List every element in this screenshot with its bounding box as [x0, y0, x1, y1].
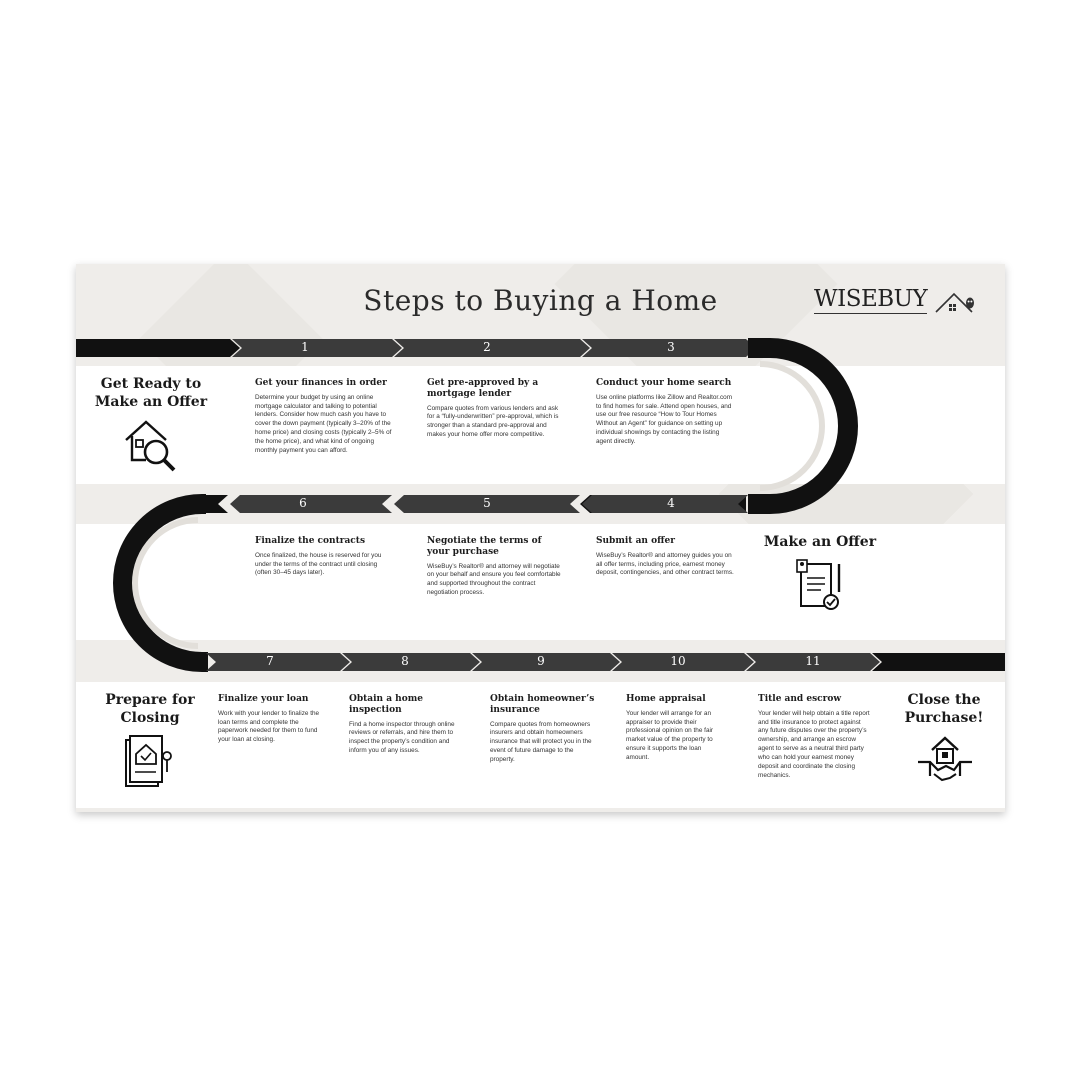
step-8 — [349, 694, 467, 756]
phase-make-offer: Make an Offer — [763, 534, 877, 550]
step-6 — [255, 536, 395, 578]
road-segment-6-tail — [204, 495, 228, 513]
step-2-title: Get pre-approved by a mortgage lender — [427, 378, 539, 399]
step-7-text: Work with your lender to finalize the loan terms and complete the paperwork needed for them to fund your loan at closing. — [218, 709, 320, 744]
step-9 — [490, 694, 596, 765]
step-number-3: 3 — [667, 340, 675, 354]
step-8-title: Obtain a home inspection — [349, 694, 423, 715]
road-curve-right — [748, 348, 848, 504]
step-number-9: 9 — [537, 654, 545, 668]
step-1-text: Determine your budget by using an online mortgage calculator and talking to potential lenders. Consider how much cash you have to cover the down payment (typically 3–20% of the home price) and closing costs (typically 2–5% of the home price), and what kind of ongoing monthly payment you can afford. — [255, 393, 392, 454]
step-5-title: Negotiate the terms of your purchase — [427, 536, 542, 557]
contract-signing-icon — [795, 558, 847, 614]
step-number-5: 5 — [483, 496, 491, 510]
step-8-text: Find a home inspector through online reviews or referrals, and hire them to inspect the property’s condition and inform you of any issues. — [349, 720, 455, 755]
step-11-text: Your lender will help obtain a title report and title insurance to protect against any future disputes over the property’s ownership, and arrange an escrow agent to serve as a neutral third party who can hold your earnest money deposit and coordinate the closing mechanics. — [758, 709, 870, 779]
step-3 — [596, 378, 736, 447]
step-3-text: Use online platforms like Zillow and Realtor.com to find homes for sale. Attend open houses, and use our free resource “How to Tour Homes Without an Agent” for guidance on setting up individual showings by contacting the listing agent directly. — [596, 393, 733, 445]
step-6-title: Finalize the contracts — [255, 536, 366, 546]
step-1-title: Get your finances in order — [255, 378, 387, 388]
step-4-title: Submit an offer — [596, 536, 675, 546]
step-5-text: WiseBuy’s Realtor® and attorney will negotiate on your behalf and ensure you feel comfortable and supported throughout the contract negotiation process. — [427, 562, 561, 597]
step-2 — [427, 378, 567, 440]
step-1 — [255, 378, 395, 456]
handshake-house-icon — [916, 732, 974, 786]
step-4-text: WiseBuy’s Realtor® and attorney guides you on all offer terms, including price, earnest money deposit, contingencies, and other contract terms. — [596, 551, 734, 577]
step-10-text: Your lender will arrange for an appraiser to provide their professional opinion on the fair market value of the property to ensure it supports the loan amount. — [626, 709, 714, 761]
step-7-title: Finalize your loan — [218, 694, 309, 704]
step-10 — [626, 694, 722, 763]
wisebuy-logo: WISEBUY — [814, 286, 928, 312]
road-lead-out — [872, 653, 1005, 671]
step-number-2: 2 — [483, 340, 491, 354]
step-number-1: 1 — [301, 340, 309, 354]
step-11-title: Title and escrow — [758, 694, 842, 704]
phase-close-purchase: Close the Purchase! — [904, 692, 984, 726]
step-number-7: 7 — [266, 654, 274, 668]
step-10-title: Home appraisal — [626, 694, 706, 704]
page-title: Steps to Buying a Home — [363, 284, 718, 317]
step-7 — [218, 694, 322, 745]
step-9-title: Obtain homeowner’s insurance — [490, 694, 595, 715]
phase-prepare-closing: Prepare for Closing — [105, 692, 195, 726]
road-lead-in — [76, 339, 240, 357]
house-search-icon — [122, 416, 180, 474]
step-number-11: 11 — [805, 654, 821, 668]
step-3-title: Conduct your home search — [596, 378, 732, 388]
step-2-text: Compare quotes from various lenders and ask for a “fully-underwritten” pre-approval, which is stronger than a standard pre-approval and makes your home offer more competitive. — [427, 404, 559, 439]
road-curve-right-shadow — [760, 364, 822, 488]
step-5 — [427, 536, 567, 598]
closing-documents-icon — [122, 732, 176, 790]
step-number-10: 10 — [670, 654, 686, 668]
phase-get-ready: Get Ready to Make an Offer — [94, 376, 208, 410]
step-9-text: Compare quotes from homeowners insurers and obtain homeowners insurance that will protect you in the event of future damage to the property. — [490, 720, 592, 763]
step-6-text: Once finalized, the house is reserved for you under the terms of the contract until closing (often 30–45 days later). — [255, 551, 382, 577]
step-number-4: 4 — [667, 496, 675, 510]
step-number-6: 6 — [299, 496, 307, 510]
step-11 — [758, 694, 872, 780]
step-number-8: 8 — [401, 654, 409, 668]
step-4 — [596, 536, 736, 578]
